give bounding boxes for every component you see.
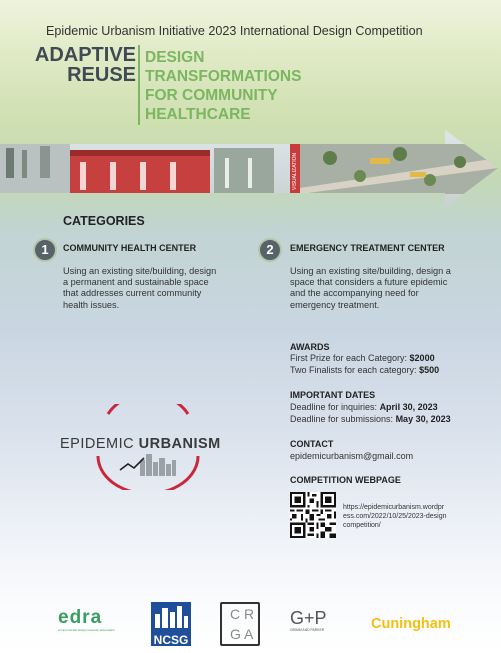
categories-heading: CATEGORIES <box>63 214 145 228</box>
crga-letter-a: A <box>244 626 254 642</box>
category-2-desc-line: and the accompanying need for <box>290 288 419 299</box>
design-line-3: FOR COMMUNITY <box>145 87 278 104</box>
design-line-1: DESIGN <box>145 49 205 66</box>
category-1-title: COMMUNITY HEALTH CENTER <box>63 243 197 253</box>
design-line-2: TRANSFORMATIONS <box>145 68 302 85</box>
crga-letter-g: G <box>230 626 241 642</box>
qr-code-icon[interactable] <box>290 492 336 538</box>
banner-vertical-label: VISUALIZATION <box>292 152 298 190</box>
cuningham-logo: Cuningham <box>371 616 451 632</box>
edra-subtitle: environmental design research association <box>58 628 115 632</box>
design-line-4: HEALTHCARE <box>145 106 251 123</box>
ncsg-logo <box>151 602 191 646</box>
gp-logo <box>290 608 340 632</box>
crga-letter-r: R <box>244 606 255 622</box>
competition-title: Epidemic Urbanism Initiative 2023 International Design Competition <box>46 24 423 38</box>
url-line: https://epidemicurbanism.wordpr <box>343 504 445 511</box>
category-1-desc-line: that addresses current community <box>63 288 202 299</box>
category-2-desc-line: emergency treatment. <box>290 299 380 310</box>
category-1-desc-line: a permanent and sustainable space <box>63 277 209 288</box>
awards-heading: AWARDS <box>290 342 330 352</box>
category-1-desc-line: Using an existing site/building, design <box>63 266 217 276</box>
edra-logo <box>58 608 124 632</box>
category-1-badge: 1 <box>33 238 57 262</box>
contact-heading: CONTACT <box>290 439 334 449</box>
sponsor-logos <box>0 598 501 648</box>
category-1-desc-line: health issues. <box>63 299 120 310</box>
category-2-desc-line: space that considers a future epidemic <box>290 277 448 288</box>
arrow-banner <box>0 128 501 212</box>
awards-line-2: Two Finalists for each category: $500 <box>290 365 440 375</box>
ncsg-skyline-icon <box>151 602 191 628</box>
awards-line-1: First Prize for each Category: $2000 <box>290 353 435 363</box>
edra-wordmark: edra <box>58 607 103 628</box>
crga-logo <box>220 602 260 646</box>
ncsg-wordmark: NCSG <box>153 633 189 647</box>
adaptive-reuse-heading <box>20 45 136 85</box>
gp-wordmark: G+P <box>290 608 327 628</box>
dates-line-2: Deadline for submissions: May 30, 2023 <box>290 414 451 424</box>
crga-letter-c: C <box>230 606 241 622</box>
important-dates-heading: IMPORTANT DATES <box>290 390 376 400</box>
design-transformations-heading <box>145 48 365 124</box>
reuse-line: REUSE <box>67 64 136 86</box>
competition-webpage-heading: COMPETITION WEBPAGE <box>290 475 401 485</box>
competition-url[interactable] <box>343 503 463 530</box>
header-divider <box>138 45 140 125</box>
category-2-title: EMERGENCY TREATMENT CENTER <box>290 243 445 253</box>
gp-subtitle: GRIMM AND PARKER <box>290 628 325 632</box>
contact-email[interactable]: epidemicurbanism@gmail.com <box>290 451 414 461</box>
category-2-badge: 2 <box>258 238 282 262</box>
logo-wordmark: EPIDEMIC URBANISM <box>60 436 221 452</box>
category-2-description <box>290 266 495 311</box>
dates-line-1: Deadline for inquiries: April 30, 2023 <box>290 402 438 412</box>
url-line: ess.com/2022/10/25/2023-design <box>343 513 447 520</box>
category-1-description <box>63 266 263 311</box>
adaptive-line: ADAPTIVE <box>34 44 136 66</box>
category-2-desc-line: Using an existing site/building, design a <box>290 266 451 276</box>
url-line: competition/ <box>343 522 381 529</box>
